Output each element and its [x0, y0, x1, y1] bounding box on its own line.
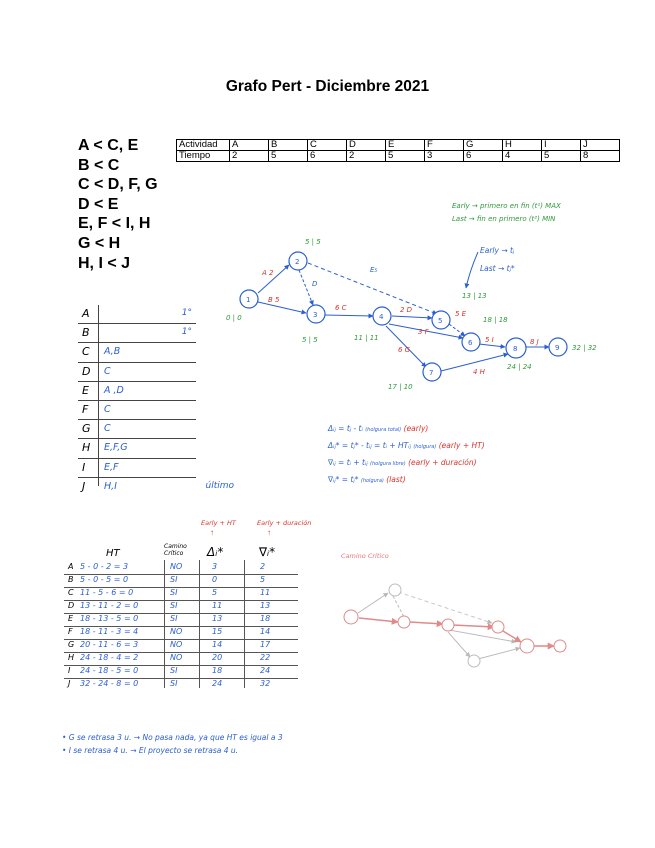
svg-text:D: D: [312, 280, 318, 288]
svg-text:9: 9: [555, 344, 560, 352]
formula-tag: (early + HT): [438, 441, 485, 450]
activity-cell: D: [347, 140, 386, 151]
predecessors: A,B: [104, 346, 121, 358]
svg-text:8: 8: [513, 345, 518, 353]
svg-text:4 H: 4 H: [473, 368, 485, 376]
svg-text:5: 5: [438, 317, 443, 325]
node: [389, 584, 401, 596]
header-ht: HT: [106, 548, 120, 559]
critical: SI: [170, 614, 178, 623]
activity-letter: I: [82, 460, 86, 474]
row-label: Actividad: [177, 140, 230, 151]
activity: F: [68, 627, 73, 636]
page-title: Grafo Pert - Diciembre 2021: [225, 78, 430, 95]
svg-text:6: 6: [468, 339, 473, 347]
nabla-value: 5: [260, 575, 266, 584]
predecessors: H,I: [104, 480, 117, 492]
predecessors: C: [104, 423, 111, 435]
predecessors: A ,D: [104, 384, 124, 396]
legend-early: Early → tⱼ: [480, 246, 515, 255]
activity-cell: H: [503, 140, 542, 151]
delta-value: 13: [212, 614, 223, 623]
activity-cell: B: [269, 140, 308, 151]
svg-text:2: 2: [295, 258, 300, 266]
delta-value: 11: [212, 601, 223, 610]
svg-text:A 2: A 2: [262, 269, 274, 277]
svg-text:5 E: 5 E: [455, 310, 467, 318]
svg-text:2 D: 2 D: [400, 306, 413, 314]
activity-letter: E: [82, 383, 89, 397]
note-line: • I se retrasa 4 u. → El proyecto se retrasa 4 u.: [62, 746, 238, 755]
annotation-early-ht: Early + HT: [201, 519, 236, 527]
svg-text:24 | 24: 24 | 24: [507, 363, 532, 371]
svg-text:5 | 5: 5 | 5: [302, 336, 318, 344]
ht-calc: 18 - 11 - 3 = 4: [80, 627, 139, 636]
svg-text:32 | 32: 32 | 32: [572, 344, 597, 352]
activity-letter: F: [82, 402, 89, 416]
formula: Δᵢⱼ = tⱼ - tᵢ: [328, 424, 363, 433]
delta-value: 24: [212, 679, 223, 688]
svg-text:E₅: E₅: [370, 266, 378, 274]
activity-cell: I: [542, 140, 581, 151]
ht-calc: 20 - 11 - 6 = 3: [80, 640, 139, 649]
node: [492, 621, 504, 633]
nabla-value: 24: [260, 666, 271, 675]
critical: SI: [170, 679, 178, 688]
order-mark: 1°: [181, 327, 192, 338]
time-cell: 2: [230, 151, 269, 162]
svg-text:8 J: 8 J: [530, 338, 539, 346]
svg-text:7: 7: [429, 369, 434, 377]
formula-desc: (holgura total): [365, 427, 402, 433]
critical: SI: [170, 575, 178, 584]
formula: Δᵢⱼ* = tⱼ* - tᵢⱼ = tᵢ + HTᵢⱼ: [328, 441, 411, 450]
activity: B: [68, 575, 74, 584]
delta-value: 18: [212, 666, 223, 675]
activity-letter: G: [82, 422, 91, 436]
nabla-value: 22: [260, 653, 271, 662]
ht-calc: 5 - 0 - 5 = 0: [80, 575, 129, 584]
critical: SI: [170, 588, 178, 597]
svg-text:5 I: 5 I: [485, 336, 494, 344]
predecessors: E,F: [104, 461, 119, 473]
activity-letter: A: [82, 307, 90, 320]
time-cell: 3: [425, 151, 464, 162]
annotation-early-duration: Early + duración: [257, 519, 312, 527]
formula-tag: (early): [403, 424, 429, 433]
activity-letter: D: [82, 364, 91, 378]
time-cell: 5: [542, 151, 581, 162]
time-cell: 5: [386, 151, 425, 162]
activity-letter: J: [82, 479, 86, 493]
ht-calc: 24 - 18 - 4 = 2: [80, 653, 139, 662]
formula-tag: (last): [386, 475, 406, 484]
nabla-value: 13: [260, 601, 271, 610]
delta-value: 5: [212, 588, 218, 597]
activity: C: [68, 588, 74, 597]
node: [520, 639, 534, 653]
time-cell: 5: [269, 151, 308, 162]
node: [554, 640, 566, 652]
header-nabla: ∇ᵢ*: [259, 545, 276, 559]
ht-calc: 32 - 24 - 8 = 0: [80, 679, 139, 688]
precedence-rule: E, F < I, H: [78, 215, 151, 233]
delta-value: 20: [212, 653, 223, 662]
ht-calc: 13 - 11 - 2 = 0: [80, 601, 139, 610]
critical: SI: [170, 666, 178, 675]
precedence-rule: C < D, F, G: [78, 176, 158, 194]
nabla-value: 11: [260, 588, 271, 597]
precedence-rule: D < E: [78, 195, 119, 213]
node: [398, 616, 410, 628]
svg-text:18 | 18: 18 | 18: [483, 316, 508, 324]
arrow-up-icon: ↑: [210, 528, 214, 537]
activity: D: [68, 601, 75, 610]
formula-desc: (holgura): [360, 478, 384, 484]
time-cell: 6: [308, 151, 347, 162]
activity-cell: G: [464, 140, 503, 151]
activity-cell: A: [230, 140, 269, 151]
critical-path-label: Camino Crítico: [341, 552, 389, 560]
activity: H: [68, 653, 75, 662]
svg-text:6 G: 6 G: [398, 346, 411, 354]
legend-line: Early → primero en fin (t¹) MAX: [452, 202, 561, 210]
precedence-rule: A < C, E: [78, 137, 139, 154]
nabla-value: 2: [260, 562, 266, 571]
formula-tag: (early + duración): [408, 458, 477, 467]
formula: ∇ᵢⱼ = tᵢ + tᵢⱼ: [328, 458, 368, 467]
activity: A: [68, 562, 74, 571]
delta-value: 0: [212, 575, 218, 584]
node: [442, 619, 454, 631]
svg-text:B 5: B 5: [268, 296, 280, 304]
ht-calc: 5 - 0 - 2 = 3: [80, 562, 129, 571]
critical: NO: [170, 653, 183, 662]
time-cell: 8: [581, 151, 620, 162]
activity-letter: H: [82, 441, 91, 455]
activity-letter: B: [82, 326, 90, 340]
order-mark: último: [205, 480, 234, 491]
predecessors: C: [104, 403, 111, 415]
nabla-value: 18: [260, 614, 271, 623]
svg-text:4: 4: [379, 313, 384, 321]
header-delta: Δᵢ*: [207, 545, 224, 559]
time-cell: 4: [503, 151, 542, 162]
time-cell: 2: [347, 151, 386, 162]
svg-text:3: 3: [313, 311, 318, 319]
header-critical: Camino Crítico: [164, 543, 187, 557]
formula-desc: (holgura): [413, 444, 437, 450]
svg-text:17 | 10: 17 | 10: [388, 383, 413, 391]
time-cell: 6: [464, 151, 503, 162]
node: [344, 610, 358, 624]
nabla-value: 32: [260, 679, 271, 688]
activity: I: [68, 666, 71, 675]
svg-text:13 | 13: 13 | 13: [462, 292, 487, 300]
arrow-up-icon: ↑: [267, 528, 271, 537]
precedence-rule: G < H: [78, 234, 121, 252]
predecessors: C: [104, 365, 111, 377]
precedence-rule: B < C: [78, 156, 120, 174]
row-label: Tiempo: [177, 151, 230, 162]
formula-desc: (holgura libre): [370, 461, 406, 467]
activity: J: [68, 679, 71, 688]
activity-cell: F: [425, 140, 464, 151]
nabla-value: 14: [260, 627, 271, 636]
svg-text:0 | 0: 0 | 0: [226, 314, 242, 322]
critical: NO: [170, 640, 183, 649]
nabla-value: 17: [260, 640, 271, 649]
ht-calc: 18 - 13 - 5 = 0: [80, 614, 139, 623]
delta-value: 3: [212, 562, 218, 571]
predecessors: E,F,G: [104, 442, 128, 454]
critical: SI: [170, 601, 178, 610]
activity: E: [68, 614, 74, 623]
critical: NO: [170, 562, 183, 571]
critical: NO: [170, 627, 183, 636]
precedence-rule: H, I < J: [78, 254, 131, 272]
ht-calc: 24 - 18 - 5 = 0: [80, 666, 139, 675]
activity-cell: E: [386, 140, 425, 151]
ht-calc: 11 - 5 - 6 = 0: [80, 588, 134, 597]
activity-cell: J: [581, 140, 620, 151]
activity-cell: C: [308, 140, 347, 151]
svg-text:5 | 5: 5 | 5: [305, 238, 321, 246]
note-line: • G se retrasa 3 u. → No pasa nada, ya que HT es igual a 3: [62, 733, 283, 742]
formula: ∇ᵢⱼ* = tⱼ*: [328, 475, 359, 484]
svg-text:6 C: 6 C: [335, 304, 347, 312]
svg-text:3 F: 3 F: [418, 328, 429, 336]
delta-value: 15: [212, 627, 223, 636]
activity-letter: C: [82, 345, 90, 359]
delta-value: 14: [212, 640, 223, 649]
activity: G: [68, 640, 75, 649]
legend-line: Last → fin en primero (t²) MIN: [452, 215, 556, 223]
svg-text:1: 1: [246, 296, 251, 304]
legend-last: Last → tⱼ*: [480, 264, 515, 273]
node: [468, 655, 480, 667]
order-mark: 1°: [181, 308, 192, 318]
svg-text:11 | 11: 11 | 11: [354, 334, 379, 342]
